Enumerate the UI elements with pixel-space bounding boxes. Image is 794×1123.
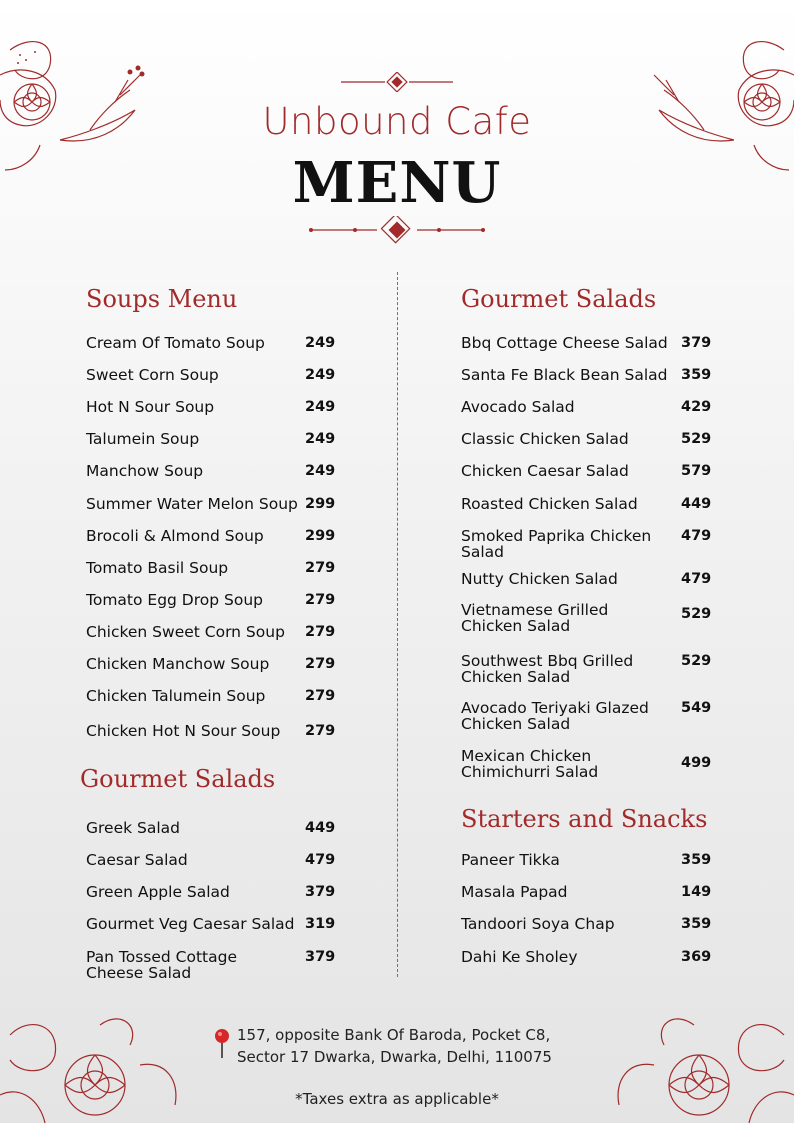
menu-item-price: 249 — [305, 431, 336, 447]
menu-item-price: 359 — [681, 852, 712, 868]
menu-item-name: Talumein Soup — [86, 430, 200, 448]
menu-item-price: 499 — [681, 755, 712, 771]
menu-item-price: 529 — [681, 653, 712, 669]
menu-item-price: 299 — [305, 496, 336, 512]
menu-item-name: Pan Tossed Cottage Cheese Salad — [86, 948, 238, 982]
menu-item-price: 369 — [681, 949, 712, 965]
address — [237, 1024, 597, 1068]
menu-item-price: 379 — [305, 949, 336, 965]
cafe-name: Unbound Cafe — [262, 100, 532, 143]
menu-item-price: 299 — [305, 528, 336, 544]
menu-item-name: Dahi Ke Sholey — [461, 948, 578, 966]
menu-item-name: Caesar Salad — [86, 851, 188, 869]
menu-item-price: 479 — [681, 571, 712, 587]
menu-item-name: Chicken Caesar Salad — [461, 462, 629, 480]
menu-item-price: 479 — [305, 852, 336, 868]
menu-item-price: 429 — [681, 399, 712, 415]
menu-item-name: Roasted Chicken Salad — [461, 495, 638, 513]
menu-item-price: 359 — [681, 367, 712, 383]
section-title-starters: Starters and Snacks — [461, 805, 708, 833]
menu-item-name: Chicken Sweet Corn Soup — [86, 623, 285, 641]
menu-item-name: Gourmet Veg Caesar Salad — [86, 915, 295, 933]
menu-item-name: Avocado Teriyaki Glazed Chicken Salad — [461, 699, 649, 733]
menu-item-price: 359 — [681, 916, 712, 932]
menu-item-name: Masala Papad — [461, 883, 568, 901]
menu-item-name: Chicken Talumein Soup — [86, 687, 266, 705]
menu-item-name: Cream Of Tomato Soup — [86, 334, 265, 352]
ornament-title-icon — [307, 216, 487, 244]
menu-item-name: Classic Chicken Salad — [461, 430, 629, 448]
menu-item-name: Tomato Egg Drop Soup — [86, 591, 264, 609]
address-line-1: 157, opposite Bank Of Baroda, Pocket C8, — [237, 1026, 551, 1044]
menu-item-price: 249 — [305, 463, 336, 479]
ornament-top-icon — [337, 72, 457, 92]
taxes-note: *Taxes extra as applicable* — [295, 1090, 499, 1108]
section-title-salads-left: Gourmet Salads — [80, 765, 276, 793]
section-title-salads-right: Gourmet Salads — [461, 285, 657, 313]
menu-item-price: 529 — [681, 431, 712, 447]
menu-item-name: Brocoli & Almond Soup — [86, 527, 264, 545]
menu-item-price: 279 — [305, 624, 336, 640]
menu-item-name: Tandoori Soya Chap — [461, 915, 615, 933]
menu-item-price: 479 — [681, 528, 712, 544]
menu-item-price: 449 — [305, 820, 336, 836]
menu-item-name: Smoked Paprika Chicken Salad — [461, 527, 652, 561]
menu-item-name: Paneer Tikka — [461, 851, 560, 869]
map-pin-icon — [214, 1028, 230, 1060]
menu-item-name: Tomato Basil Soup — [86, 559, 229, 577]
menu-item-name: Greek Salad — [86, 819, 180, 837]
menu-item-price: 249 — [305, 335, 336, 351]
menu-item-price: 449 — [681, 496, 712, 512]
menu-item-price: 279 — [305, 688, 336, 704]
menu-item-price: 279 — [305, 592, 336, 608]
menu-item-name: Bbq Cottage Cheese Salad — [461, 334, 668, 352]
menu-item-price: 379 — [681, 335, 712, 351]
address-line-2: Sector 17 Dwarka, Dwarka, Delhi, 110075 — [237, 1048, 552, 1066]
menu-item-price: 279 — [305, 656, 336, 672]
menu-item-price: 379 — [305, 884, 336, 900]
menu-item-name: Nutty Chicken Salad — [461, 570, 618, 588]
menu-item-price: 529 — [681, 606, 712, 622]
menu-item-name: Avocado Salad — [461, 398, 575, 416]
menu-item-name: Chicken Hot N Sour Soup — [86, 722, 281, 740]
menu-item-name: Santa Fe Black Bean Salad — [461, 366, 668, 384]
section-title-soups: Soups Menu — [86, 285, 238, 313]
menu-item-name: Green Apple Salad — [86, 883, 230, 901]
menu-item-name: Manchow Soup — [86, 462, 204, 480]
menu-item-price: 149 — [681, 884, 712, 900]
menu-item-price: 249 — [305, 399, 336, 415]
menu-item-name: Chicken Manchow Soup — [86, 655, 270, 673]
menu-item-name: Sweet Corn Soup — [86, 366, 219, 384]
menu-title: MENU — [292, 150, 502, 216]
menu-item-name: Mexican Chicken Chimichurri Salad — [461, 747, 599, 781]
menu-item-name: Hot N Sour Soup — [86, 398, 215, 416]
menu-item-name: Southwest Bbq Grilled Chicken Salad — [461, 652, 634, 686]
menu-item-price: 549 — [681, 700, 712, 716]
menu-item-price: 319 — [305, 916, 336, 932]
menu-item-price: 279 — [305, 723, 336, 739]
menu-item-price: 249 — [305, 367, 336, 383]
menu-item-price: 579 — [681, 463, 712, 479]
column-divider — [397, 272, 398, 977]
menu-item-name: Summer Water Melon Soup — [86, 495, 298, 513]
menu-item-name: Vietnamese Grilled Chicken Salad — [461, 601, 609, 635]
menu-item-price: 279 — [305, 560, 336, 576]
